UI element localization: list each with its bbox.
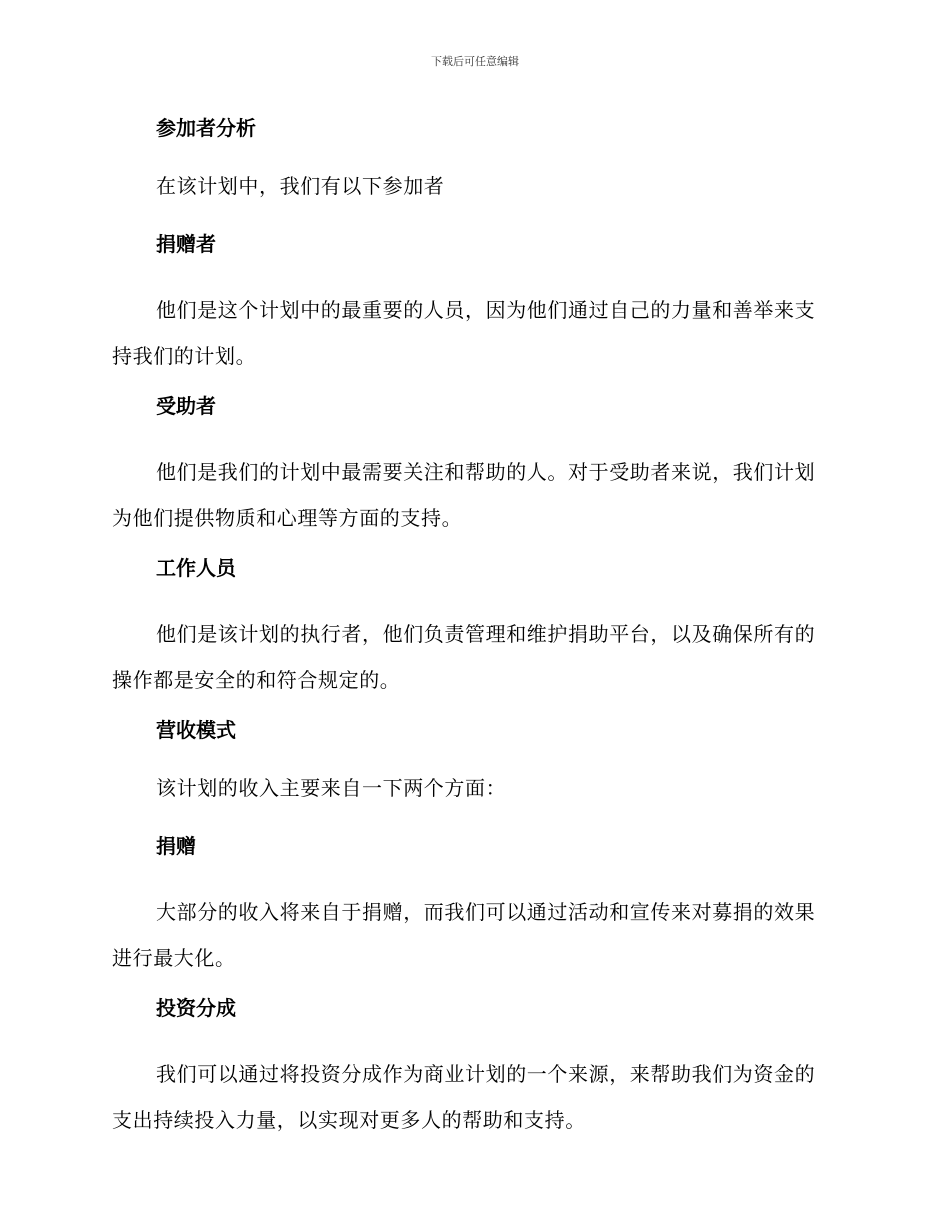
section-heading: 工作人员 [156,556,236,580]
page-header-note: 下载后可任意编辑 [431,55,519,68]
section-heading: 参加者分析 [156,116,256,140]
section-heading: 受助者 [156,394,216,418]
section-paragraph: 我们可以通过将投资分成作为商业计划的一个来源，来帮助我们为资金的支出持续投入力量，以实现对更多人的帮助和支持。 [112,1062,816,1132]
section-heading: 捐赠 [156,834,196,858]
document-body [112,113,832,1155]
section-heading: 营收模式 [156,718,236,742]
section-heading: 投资分成 [156,996,236,1020]
section-paragraph: 他们是该计划的执行者，他们负责管理和维护捐助平台，以及确保所有的操作都是安全的和符合规定的。 [112,622,816,692]
section-paragraph: 该计划的收入主要来自一下两个方面： [156,776,507,800]
section-paragraph: 大部分的收入将来自于捐赠，而我们可以通过活动和宣传来对募捐的效果进行最大化。 [112,900,816,970]
section-heading: 捐赠者 [156,232,216,256]
section-paragraph: 他们是我们的计划中最需要关注和帮助的人。对于受助者来说，我们计划为他们提供物质和心理等方面的支持。 [112,460,816,530]
section-paragraph: 他们是这个计划中的最重要的人员，因为他们通过自己的力量和善举来支持我们的计划。 [112,298,816,368]
section-paragraph: 在该计划中，我们有以下参加者 [156,174,445,198]
